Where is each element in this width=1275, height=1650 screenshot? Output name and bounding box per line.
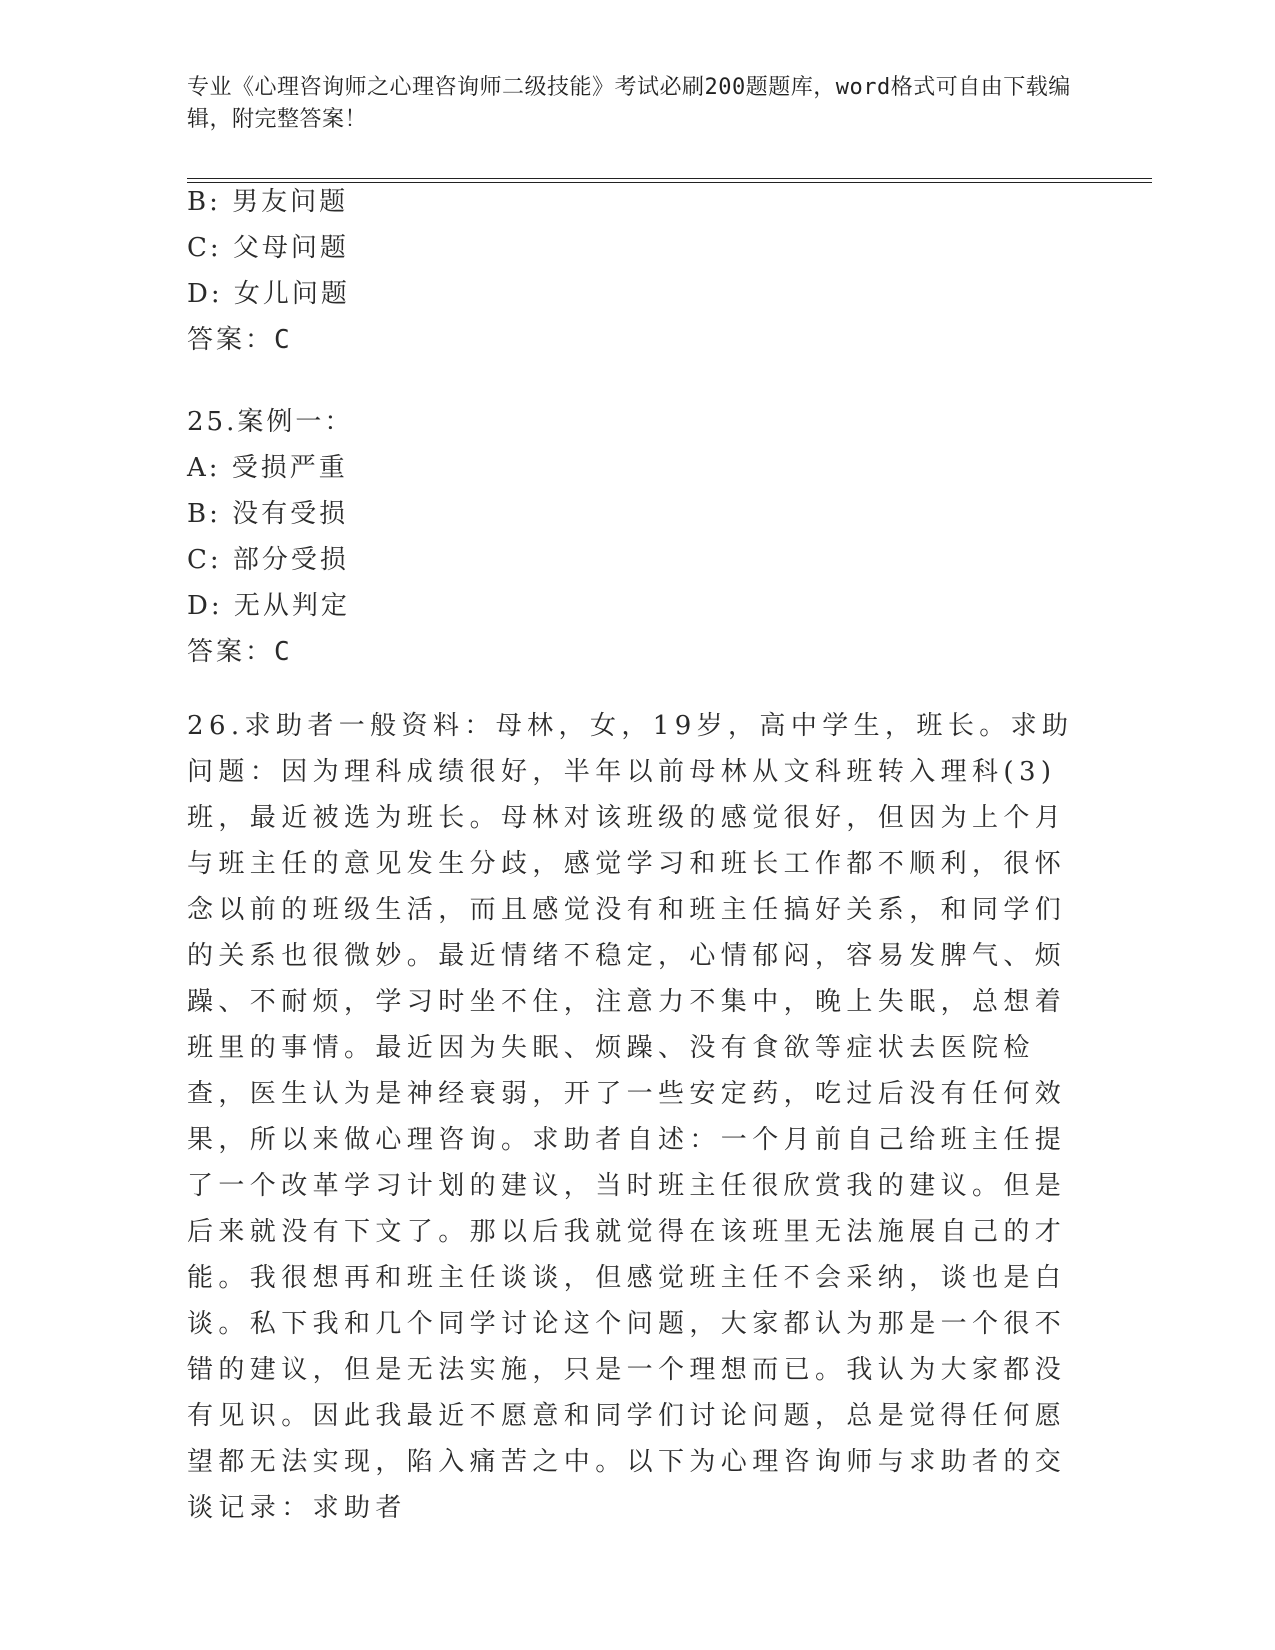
option-d: D: 女儿问题 bbox=[187, 279, 350, 309]
option-c: C: 部分受损 bbox=[187, 545, 349, 575]
question-stem: 25.案例一： bbox=[187, 407, 354, 437]
question-26-text: 26.求助者一般资料：母林，女，19岁，高中学生，班长。求助问题：因为理科成绩很好，半年以前母林从文科班转入理科(3)班，最近被选为班长。母林对该班级的感觉很好，但因为上个月与班主任的意见发生分歧，感觉学习和班长工作都不顺利，很怀念以前的班级生活，而且感觉没有和班主任搞好关系，和同学们的关系也很微妙。最近情绪不稳定，心情郁闷，容易发脾气、烦躁、不耐烦，学习时坐不住，注意力不集中，晚上失眠，总想着班里的事情。最近因为失眠、烦躁、没有食欲等症状去医院检查，医生认为是神经衰弱，开了一些安定药，吃过后没有任何效果，所以来做心理咨询。求助者自述：一个月前自己给班主任提了一个改革学习计划的建议，当时班主任很欣赏我的建议。但是后来就没有下文了。那以后我就觉得在该班里无法施展自己的才能。我很想再和班主任谈谈，但感觉班主任不会采纳，谈也是白谈。私下我和几个同学讨论这个问题，大家都认为那是一个很不错的建议，但是无法实施，只是一个理想而已。我认为大家都没有见识。因此我最近不愿意和同学们讨论问题，总是觉得任何愿望都无法实现，陷入痛苦之中。以下为心理咨询师与求助者的交谈记录：求助者 bbox=[187, 711, 1074, 1523]
question-25 bbox=[187, 399, 1077, 675]
answer: 答案：C bbox=[187, 637, 293, 667]
option-b: B: 没有受损 bbox=[187, 499, 349, 529]
answer: 答案：C bbox=[187, 325, 293, 355]
question-24-options bbox=[187, 179, 1077, 363]
option-d: D: 无从判定 bbox=[187, 591, 350, 621]
option-b: B: 男友问题 bbox=[187, 187, 349, 217]
option-a: A: 受损严重 bbox=[187, 453, 348, 483]
page-header: 专业《心理咨询师之心理咨询师二级技能》考试必刷200题题库，word格式可自由下载编辑，附完整答案！ bbox=[187, 75, 1071, 132]
option-c: C: 父母问题 bbox=[187, 233, 349, 263]
